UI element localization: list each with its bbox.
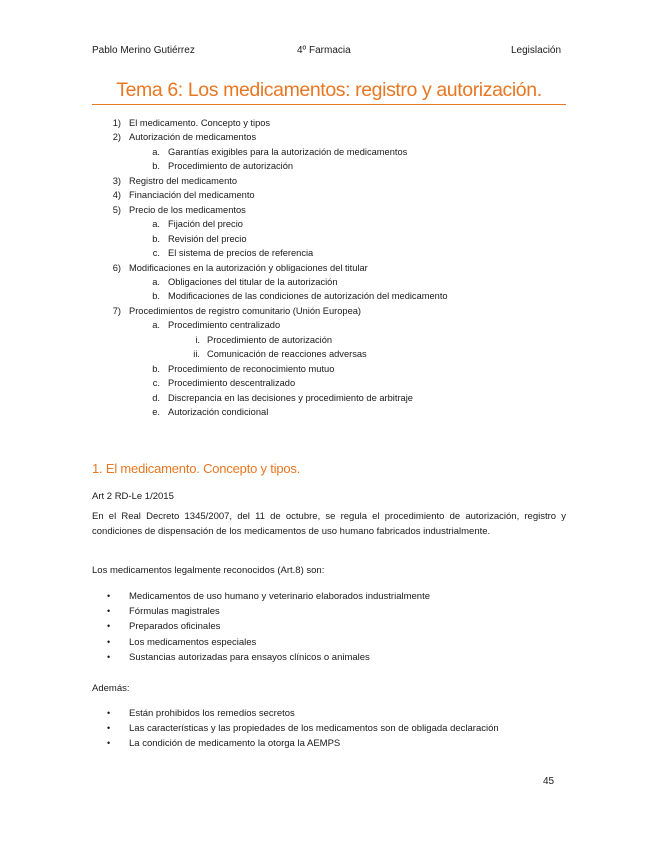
toc-item-text: Comunicación de reacciones adversas	[207, 349, 367, 360]
toc-item-text: Procedimiento centralizado	[168, 320, 281, 331]
toc-item-marker: d.	[152, 392, 160, 403]
bullet-dot-icon: •	[107, 708, 111, 718]
bullet-text: Están prohibidos los remedios secretos	[129, 708, 295, 719]
bullet-text: Las características y las propiedades de los medicamentos son de obligada declaración	[129, 723, 499, 735]
toc-item-text: Financiación del medicamento	[129, 190, 255, 201]
toc-item-text: Obligaciones del titular de la autorización	[168, 276, 338, 287]
header-author: Pablo Merino Gutiérrez	[92, 45, 195, 56]
bullet-text: Preparados oficinales	[129, 621, 221, 633]
bullet-text: La condición de medicamento la otorga la AEMPS	[129, 738, 341, 750]
bullet-text: Fórmulas magistrales	[129, 606, 220, 618]
toc-item-text: Autorización de medicamentos	[129, 132, 257, 143]
toc-item-text: Modificaciones de las condiciones de autorización del medicamento	[168, 291, 448, 302]
toc-item-marker: 4)	[112, 190, 121, 201]
toc-item-text: Procedimiento de autorización	[207, 334, 333, 345]
toc-item-text: Discrepancia en las decisiones y procedimiento de arbitraje	[168, 392, 413, 403]
toc-item-text: Procedimiento de reconocimiento mutuo	[168, 363, 335, 374]
toc-item-marker: a.	[152, 320, 160, 331]
intro-paragraph: En el Real Decreto 1345/2007, del 11 de octubre, se regula el procedimiento de autorización, registro y condiciones de dispensación de los medicamentos de uso humano fabricados industrialmente.	[92, 511, 566, 537]
toc-item-text: Revisión del precio	[168, 233, 247, 244]
toc-item-marker: e.	[152, 407, 160, 417]
law-reference: Art 2 RD-Le 1/2015	[92, 491, 174, 502]
bullet-text: Sustancias autorizadas para ensayos clínicos o animales	[129, 651, 370, 663]
toc-item-text: Autorización condicional	[168, 407, 269, 417]
toc-item-marker: b.	[152, 233, 160, 244]
toc-item-marker: 2)	[112, 132, 121, 143]
header-course: 4º Farmacia	[297, 45, 351, 56]
ademas-label: Además:	[92, 683, 130, 694]
bullet-dot-icon: •	[107, 723, 111, 734]
bullet-text: Los medicamentos especiales	[129, 636, 257, 648]
page-number: 45	[543, 776, 555, 787]
toc-item-marker: c.	[152, 248, 160, 259]
toc-item-marker: i.	[195, 334, 200, 345]
bullet-dot-icon: •	[107, 591, 111, 601]
section-heading: 1. El medicamento. Concepto y tipos.	[92, 461, 301, 476]
toc-item-marker: 6)	[112, 262, 121, 273]
toc-item-text: Procedimiento descentralizado	[168, 378, 296, 389]
bullet-dot-icon: •	[107, 606, 111, 617]
header-subject: Legislación	[511, 45, 562, 56]
toc-item-marker: c.	[152, 378, 160, 389]
toc-item-text: El sistema de precios de referencia	[168, 248, 314, 259]
toc-item-text: Registro del medicamento	[129, 175, 237, 186]
toc-item-marker: b.	[152, 161, 160, 172]
page-title: Tema 6: Los medicamentos: registro y autorización.	[116, 79, 542, 101]
toc-item-text: El medicamento. Concepto y tipos	[129, 118, 271, 128]
title-underline	[92, 104, 566, 105]
toc-item-marker: b.	[152, 363, 160, 374]
toc-item-text: Garantías exigibles para la autorización de medicamentos	[168, 146, 408, 157]
toc-item-marker: b.	[152, 291, 160, 302]
toc-item-marker: 3)	[112, 175, 121, 186]
toc-item-text: Procedimiento de autorización	[168, 161, 294, 172]
toc-item-marker: 1)	[112, 118, 121, 128]
toc-item-marker: ii.	[193, 349, 200, 360]
toc-item-text: Precio de los medicamentos	[129, 204, 246, 215]
recognized-intro: Los medicamentos legalmente reconocidos (Art.8) son:	[92, 565, 325, 576]
bullet-dot-icon: •	[107, 651, 111, 662]
toc-item-text: Procedimientos de registro comunitario (Unión Europea)	[129, 305, 362, 316]
toc-item-text: Fijación del precio	[168, 219, 243, 230]
bullet-dot-icon: •	[107, 636, 111, 647]
bullet-dot-icon: •	[107, 621, 111, 632]
toc-item-marker: 5)	[112, 204, 121, 215]
bullet-text: Medicamentos de uso humano y veterinario elaborados industrialmente	[129, 591, 431, 602]
toc-item-marker: a.	[152, 146, 160, 157]
toc-item-marker: a.	[152, 219, 160, 230]
toc-item-marker: a.	[152, 276, 160, 287]
toc-item-marker: 7)	[112, 305, 121, 316]
toc-item-text: Modificaciones en la autorización y obligaciones del titular	[129, 262, 368, 273]
bullet-dot-icon: •	[107, 738, 111, 749]
